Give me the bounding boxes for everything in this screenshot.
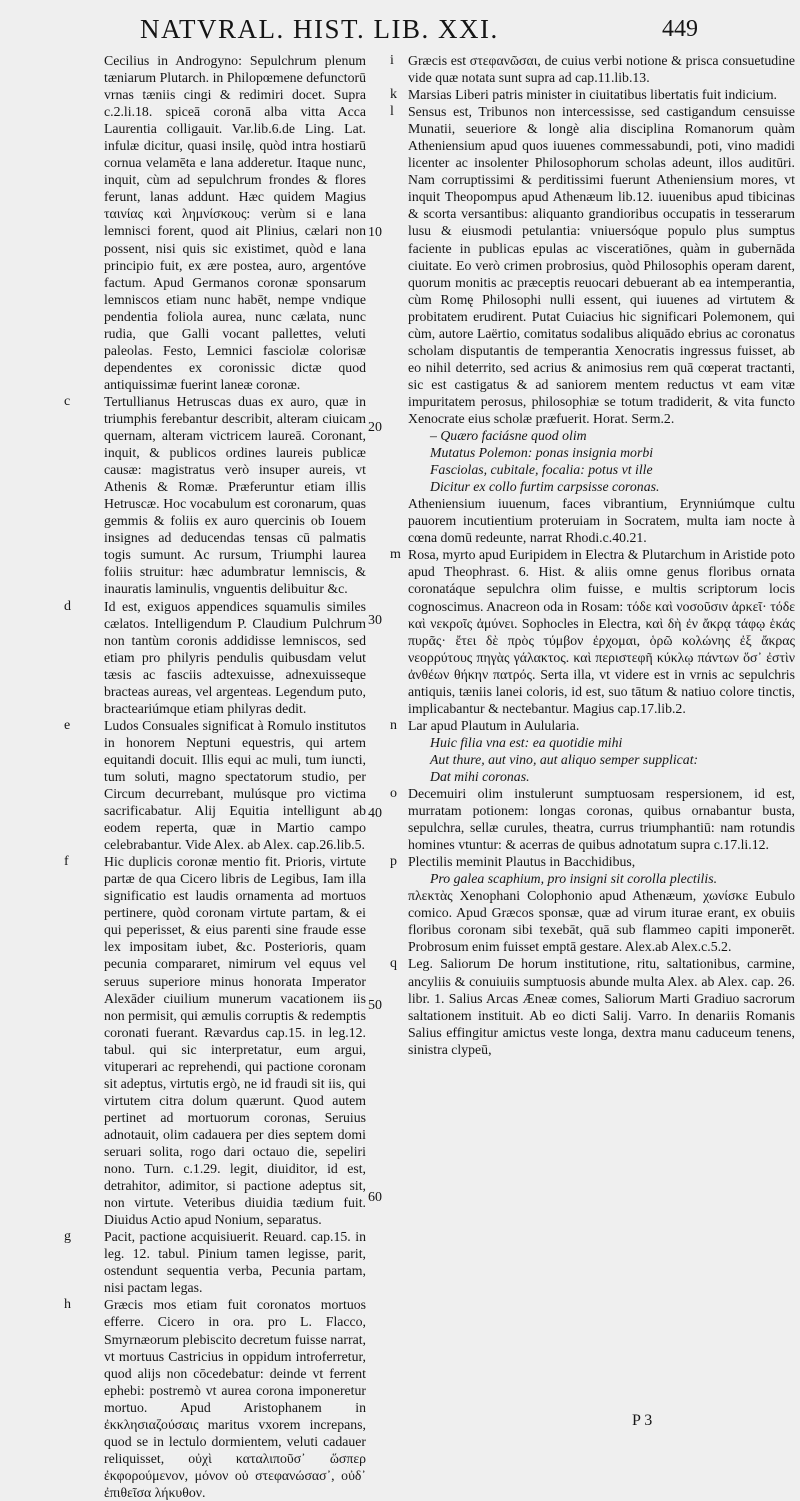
line-number: 20 xyxy=(368,420,382,435)
running-title: NATVRAL. HIST. LIB. XXI. xyxy=(140,14,499,44)
page-number: 449 xyxy=(662,16,698,42)
note-c xyxy=(64,393,366,598)
note-marker: d xyxy=(64,598,71,614)
line-number: 40 xyxy=(368,806,382,821)
note-text: Lar apud Plautum in Aulularia. xyxy=(408,717,580,733)
note-marker: n xyxy=(390,717,397,733)
verse-line: Aut thure, aut vino, aut aliquo semper supplicat: xyxy=(430,751,699,767)
verse-line: Dicitur ex collo furtim carpsisse coronas. xyxy=(430,479,660,495)
line-number: 30 xyxy=(368,613,382,628)
verse-line: Pro galea scaphium, pro insigni sit corolla plectilis. xyxy=(430,871,718,887)
notes-list xyxy=(390,52,795,427)
note-marker: o xyxy=(390,786,397,802)
notes-list xyxy=(390,955,795,1057)
note-h xyxy=(64,1296,366,1501)
note-text: Pacit, pactione acquisiuerit. Reuard. cap.15. in leg. 12. tabul. Pinium tamen legisse, parit, ostendunt sequentia verba, Pecunia partam, nisi pactam legas. xyxy=(104,1229,366,1296)
verse-block xyxy=(390,870,795,887)
page-header xyxy=(0,14,800,54)
note-text: Sensus est, Tribunos non intercessisse, sed castigandum censuisse Munatii, seueriore & longè alia disciplina Romanorum quàm Atheniensium apud quos iuuenes commessabundi, poti, vino madidi licenter ac insolenter Philosophorum scholas adeunt, illos auditūri. Nam corruptissimi & perditissimi fuerunt Atheniensium mores, vt inquit Theopompus apud Athenæum lib.12. iuuenibus apud tibicinas & scorta versantibus: aliquanto grandioribus occupatis in tesserarum lusu & eiusmodi petulantia: vniuersóque populo plus sumptus faciente in publicas epulas ac visceratiōnes, quàm in gubernāda ciuitate. Eo verò crimen probrosius, quòd Philosophis operam darent, quorum monitis ac præceptis reuocari debuerant ab ea intemperantia, cùm Romę Philosophi nulli essent, qui iuuenes ad virtutem & probitatem erudirent. Putat Cuiacius hic significari Polemonem, qui cùm, autore Laërtio, comitatus sodalibus aliquādo ebrius ac coronatus scholam disputantis de temperantia Xenocratis ingressus fuisset, ab eo nihil deterrito, sed acrius & animosius rem quā cœperat tractanti, sic est castigatus & ad saniorem mentem reductus vt eam vitæ impuritatem perosus, philosophiæ se totum tradiderit, & vita functo Xenocrate eius scholæ præfuerit. Horat. Serm.2. xyxy=(408,104,795,426)
continuation-text: πλεκτὰς Xenophani Colophonio apud Athenæum, χωνίσκε Eubulo comico. Apud Græcos sponsæ, quæ ad virum iturae erant, ex obuiis floribus coronam sibi texebāt, quā sub flammeo capiti imponerēt. Probrosum enim fuisset emptā gestare. Alex.ab Alex.c.5.2. xyxy=(408,888,795,955)
note-f xyxy=(64,853,366,1228)
note-text: Rosa, myrto apud Euripidem in Electra & Plutarchum in Aristide poto apud Theophrast. 6. Hist. & aliis omne genus floribus ornata coronatáque sepulchra olim fuisse, e multis scriptorum locis cognoscimus. Anacreon oda in Rosam: τόδε καὶ νοσοῦσιν ἀρκεῖ· τόδε καὶ νεκροῖς ἀμύνει. Sophocles in Electra, καὶ δὴ ἐν ἄκρᾳ τάφῳ ἑκάς πυρᾶς· ἔτει δὲ πρὸς τύμβον ἐρχομαι, ὁρῶ κολώνης ἐξ ἄκρας νεορρύτους πηγὰς γάλακτος. καὶ περιστεφῆ κύκλῳ πάντων ὅσ᾽ ἐστὶν ἀνθέων θήκην πατρός. Serta illa, vt videre est in vrnis ac sepulchris antiquis, tæniis lanei coloris, id est, suo tātum & natiuo colore tinctis, implicabantur & nectebantur. Magius cap.17.lib.2. xyxy=(408,547,795,716)
note-text: Ludos Consuales significat à Romulo institutos in honorem Neptuni equestris, qui artem equitandi docuit. Illis equi ac muli, tum iuncti, tum soluti, magno spectatorum studio, per Circum decurrebant, mulúsque pro victima sacrificabatur. Alij Equitia intelligunt ab eodem reperta, quæ in Martio campo celebrabantur. Vide Alex. ab Alex. cap.26.lib.5. xyxy=(104,717,366,853)
note-marker: f xyxy=(64,854,69,870)
verse-block xyxy=(390,734,795,785)
note-marker: g xyxy=(64,1229,71,1245)
verse-line: – Quæro faciásne quod olim xyxy=(430,428,587,444)
continuation-text: Cecilius in Androgyno: Sepulchrum plenum tæniarum Plutarch. in Philopœmene defunctorū vrnas tæniis cingi & redimiri docet. Supra c.2.li.18. spiceā coronā alba vitta Acca Laurentia colligauit. Var.lib.6.de Ling. Lat. infulæ dicitur, quasi insilę, quòd intra hostiarū cornua velamēta e lana adderetur. Itaque nunc, inquit, cùm ad sepulchrum frondes & flores ferunt, lanas addunt. Hæc quidem Magius ταινίας καὶ λημνίσκους: verùm si e lana lemnisci forent, quod ait Plinius, cælari non possent, nisi quis sic existimet, quòd e lana principio fuit, ex ære postea, auro, argentóve factum. Apud Germanos coronæ sponsarum lemniscos etiam nunc habēt, nempe vndique pendentia foliola aurea, nunc cælata, nunc rudia, que Galli vocant pallettes, veluti paleolas. Festo, Lemnici fasciolæ colorisæ dependentes ex coronissic dictæ quod antiquissimæ fuerint laneæ coronæ. xyxy=(104,53,366,392)
notes-list xyxy=(390,546,795,734)
notes-list xyxy=(390,785,795,870)
note-marker: k xyxy=(390,87,397,103)
note-text: Græcis mos etiam fuit coronatos mortuos efferre. Cicero in ora. pro L. Flacco, Smyrnæorum plebiscito decretum fuisse narrat, vt mortuus Castricius in oppidum introferretur, quod alijs non cōcedebatur: deinde vt ferrent ephebi: postremò vt aurea corona imponeretur mortuo. Apud Aristophanem in ἐκκλησιαζούσαις maritus vxorem increpans, quod se in lectulo dormientem, veluti cadauer reliquisset, οὐχὶ καταλιποῦσ᾽ ὥσπερ ἐκφορούμενον, μόνον οὐ στεφανώσασ᾽, οὐδ᾽ ἐπιθεῖσα λήκυθον. xyxy=(104,1297,366,1500)
note-marker: c xyxy=(64,393,71,409)
note-marker: h xyxy=(64,1297,71,1313)
note-marker: p xyxy=(390,854,397,870)
note-marker: l xyxy=(390,104,394,120)
continuation-text: Atheniensium iuuenum, faces vibrantium, Erynniúmque cultu pauorem incutientium proteruiam in Socratem, multa iam nocte à cœna domū redeunte, narrat Rhodi.c.40.21. xyxy=(408,496,795,546)
note-marker: e xyxy=(64,717,71,733)
note-l xyxy=(390,103,795,427)
verse-line: Mutatus Polemon: ponas insignia morbi xyxy=(430,445,654,461)
catchword: P 3 xyxy=(632,1412,653,1429)
left-column xyxy=(64,52,366,1500)
note-m xyxy=(390,546,795,716)
verse-line: Fasciolas, cubitale, focalia: potus vt ille xyxy=(430,462,653,478)
line-number: 10 xyxy=(368,225,382,240)
notes-list xyxy=(64,393,366,1501)
note-text: Tertullianus Hetruscas duas ex auro, quæ in triumphis ferebantur describit, alteram ciuicam quernam, alteram victricem laureā. Coronant, inquit, & publicos ordines laureis publicæ causæ: magistratus verò insuper aureis, vt Athenis & Romæ. Præferuntur etiam illis Hetruscæ. Hoc vocabulum est coronarum, quas gemmis & foliis ex auro quercinis ob Iouem insignes ad deducendas tensas cū palmatis togis sumunt. Ac rursum, Triumphi laurea foliis struitur: hæc adumbratur lemniscis, & inauratis laminulis, vnguentis delibuitur &c. xyxy=(104,393,366,597)
verse-block xyxy=(390,427,795,495)
verse-line: Huic filia vna est: ea quotidie mihi xyxy=(430,734,623,750)
note-d xyxy=(64,598,366,717)
note-text: Plectilis meminit Plautus in Bacchidibus, xyxy=(408,854,636,870)
note-g xyxy=(64,1228,366,1296)
note-k xyxy=(390,86,795,103)
line-number: 60 xyxy=(368,1190,382,1205)
note-q xyxy=(390,955,795,1057)
note-text: Decemuiri olim instulerunt sumptuosam respersionem, id est, murratam potionem: longas coronas, quibus ornabantur busta, sepulchra, sellæ curules, theatra, currus triumphantiū: nam rotundis homines vtuntur: & acerras de quibus adnotatum supra c.17.li.12. xyxy=(408,786,795,853)
note-e xyxy=(64,717,366,853)
note-n xyxy=(390,717,795,734)
note-marker: q xyxy=(390,956,397,972)
note-text: Græcis est στεφανῶσαι, de cuius verbi notione & prisca consuetudine vide quæ notata sunt supra ad cap.11.lib.13. xyxy=(408,53,795,86)
note-text: Marsias Liberi patris minister in ciuitatibus libertatis fuit indicium. xyxy=(408,87,777,103)
note-o xyxy=(390,785,795,853)
note-marker: i xyxy=(390,53,394,68)
note-text: Leg. Saliorum De horum institutione, ritu, saltationibus, carmine, ancyliis & conuiuiis sumptuosis abunde multa Alex. ab Alex. cap. 26. libr. 1. Salius Arcas Æneæ comes, Saliorum Marti Gradiuo sacrorum saltationem instituit. Ab eo dicti Salij. Varro. In denariis Romanis Salius effingitur amictus veste longa, dextra manu caduceum tenens, sinistra clypeū, xyxy=(408,956,795,1057)
line-number: 50 xyxy=(368,998,382,1013)
verse-line: Dat mihi coronas. xyxy=(430,768,530,784)
note-text: Id est, exiguos appendices squamulis similes cælatos. Intelligendum P. Claudium Pulchrum non tantùm coronis addidisse lemniscos, sed etiam pro philyris pendulis quibusdam velut tæsis ac fasciis adtexuisse, adnexuisseque bracteas aureas, vel argenteas. Legendum puto, bracteariúmque etiam philyras dedit. xyxy=(104,598,366,716)
note-i xyxy=(390,52,795,86)
note-p xyxy=(390,853,795,870)
note-text: Hic duplicis coronæ mentio fit. Prioris, virtute partæ de qua Cicero libris de Legibus, Iam illa significatio est laudis ornamenta ad mortuos pertinere, quòd coronam virtute partam, & ei qui peperisset, & eius parenti sine fraude esse lex impositam iubet, &c. Posterioris, quam pecunia compararet, nimirum vel equus vel seruus superiore minus honorata Imperator Alexāder ciuilium munerum vacationem iis non permisit, qui æmulis corruptis & redemptis coronati fuerant. Rævardus cap.15. in leg.12. tabul. qui sic interpretatur, eum argui, vituperari ac reprehendi, qui pactione coronam sit adeptus, virtutis ergò, ne id fraudi sit iis, qui virtutem citra dolum quærunt. Quod autem pertinet ad mortuorum coronas, Seruius adnotauit, olim cadauera per dies septem domi seruari solita, rogo dari octauo die, sepeliri nono. Turn. c.1.29. legit, diuiditor, id est, detrahitor, adimitor, si pactione adeptus sit, non virtute. Veteribus diuidia tædium fuit. Diuidus Actio apud Nonium, separatus. xyxy=(104,854,366,1228)
note-marker: m xyxy=(390,547,401,563)
right-column xyxy=(390,52,795,1390)
